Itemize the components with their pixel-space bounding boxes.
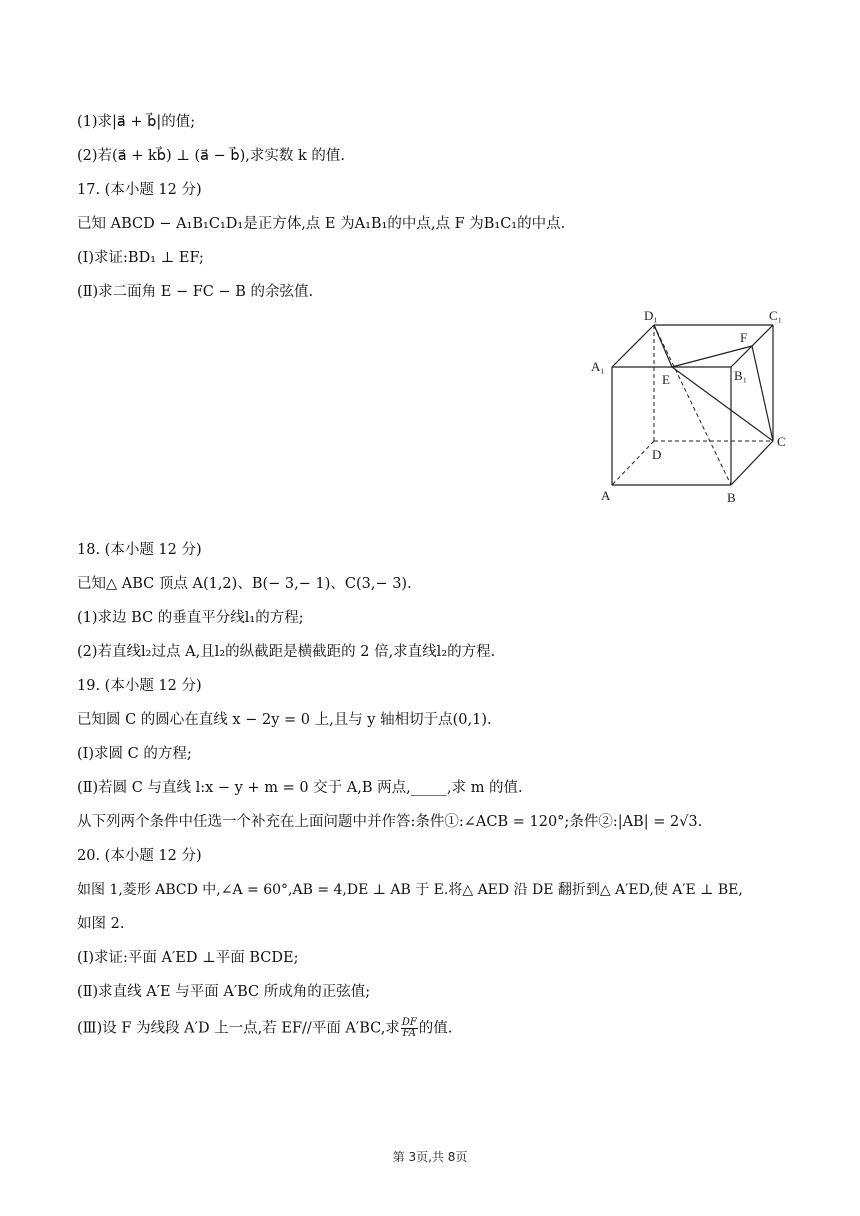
hidden-edge-D-A (612, 441, 654, 485)
q20-part3-prefix: (Ⅲ)设 F 为线段 A′D 上一点,若 EF//平面 A′BC,求 (77, 1020, 400, 1037)
cube-figure (585, 305, 800, 510)
q20-stem: 如图 1,菱形 ABCD 中,∠A = 60°,AB = 4,DE ⊥ AB 于 E.将△ AED 沿 DE 翻折到△ A′ED,使 A′E ⊥ BE, (77, 882, 743, 898)
page-footer: 第 3页,共 8页 (392, 1150, 468, 1164)
seg-E-C (672, 367, 773, 441)
q19-stem: 已知圆 C 的圆心在直线 x − 2y = 0 上,且与 y 轴相切于点(0,1). (77, 712, 492, 728)
q20-heading: 20. (本小题 12 分) (77, 848, 202, 864)
label-B1: B₁ (734, 368, 748, 383)
label-D1: D₁ (644, 308, 658, 323)
q18-part2: (2)若直线l₂过点 A,且l₂的纵截距是横截距的 2 倍,求直线l₂的方程. (77, 644, 496, 660)
fraction-numerator: DF (401, 1017, 417, 1028)
label-B: B (727, 490, 736, 505)
q17-part1: (Ⅰ)求证:BD₁ ⊥ EF; (77, 250, 204, 266)
q20-part2: (Ⅱ)求直线 A′E 与平面 A′BC 所成角的正弦值; (77, 984, 371, 1000)
q16-part1: (1)求|a⃗ + b⃗|的值; (77, 114, 196, 130)
edge-A1-D1 (612, 325, 654, 367)
q19-conditions: 从下列两个条件中任选一个补充在上面问题中并作答:条件①:∠ACB = 120°;条件②:|AB| = 2√3. (77, 814, 703, 830)
label-D: D (652, 447, 662, 462)
label-A1: A₁ (591, 359, 605, 374)
label-F: F (740, 330, 748, 345)
seg-F-C (752, 346, 773, 441)
q20-part3-suffix: 的值. (418, 1020, 453, 1037)
q18-heading: 18. (本小题 12 分) (77, 542, 202, 558)
q18-stem: 已知△ ABC 顶点 A(1,2)、B(− 3,− 1)、C(3,− 3). (77, 576, 412, 592)
q16-part2: (2)若(a⃗ + kb⃗) ⊥ (a⃗ − b⃗),求实数 k 的值. (77, 148, 345, 164)
q20-part3 (77, 1018, 452, 1039)
q19-heading: 19. (本小题 12 分) (77, 678, 202, 694)
ratio-fraction (401, 1018, 418, 1039)
q18-part1: (1)求边 BC 的垂直平分线l₁的方程; (77, 610, 304, 626)
label-C: C (777, 434, 786, 449)
q17-stem: 已知 ABCD − A₁B₁C₁D₁是正方体,点 E 为A₁B₁的中点,点 F 为B₁C₁的中点. (77, 216, 566, 232)
seg-E-F (672, 346, 752, 367)
q20-stem-cont: 如图 2. (77, 916, 125, 932)
label-A: A (601, 488, 611, 503)
edge-C-B (731, 441, 773, 485)
q20-part1: (Ⅰ)求证:平面 A′ED ⊥平面 BCDE; (77, 950, 299, 966)
q17-part2: (Ⅱ)求二面角 E − FC − B 的余弦值. (77, 284, 314, 300)
label-E: E (662, 372, 670, 387)
q19-part2: (Ⅱ)若圆 C 与直线 l:x − y + m = 0 交于 A,B 两点,_____,求 m 的值. (77, 780, 523, 796)
q17-heading: 17. (本小题 12 分) (77, 182, 202, 198)
fraction-denominator: FA (402, 1028, 416, 1039)
label-C1: C₁ (769, 308, 783, 323)
q19-part1: (Ⅰ)求圆 C 的方程; (77, 746, 192, 762)
seg-D1-E (654, 325, 672, 367)
hidden-seg-D1-B (654, 325, 731, 485)
